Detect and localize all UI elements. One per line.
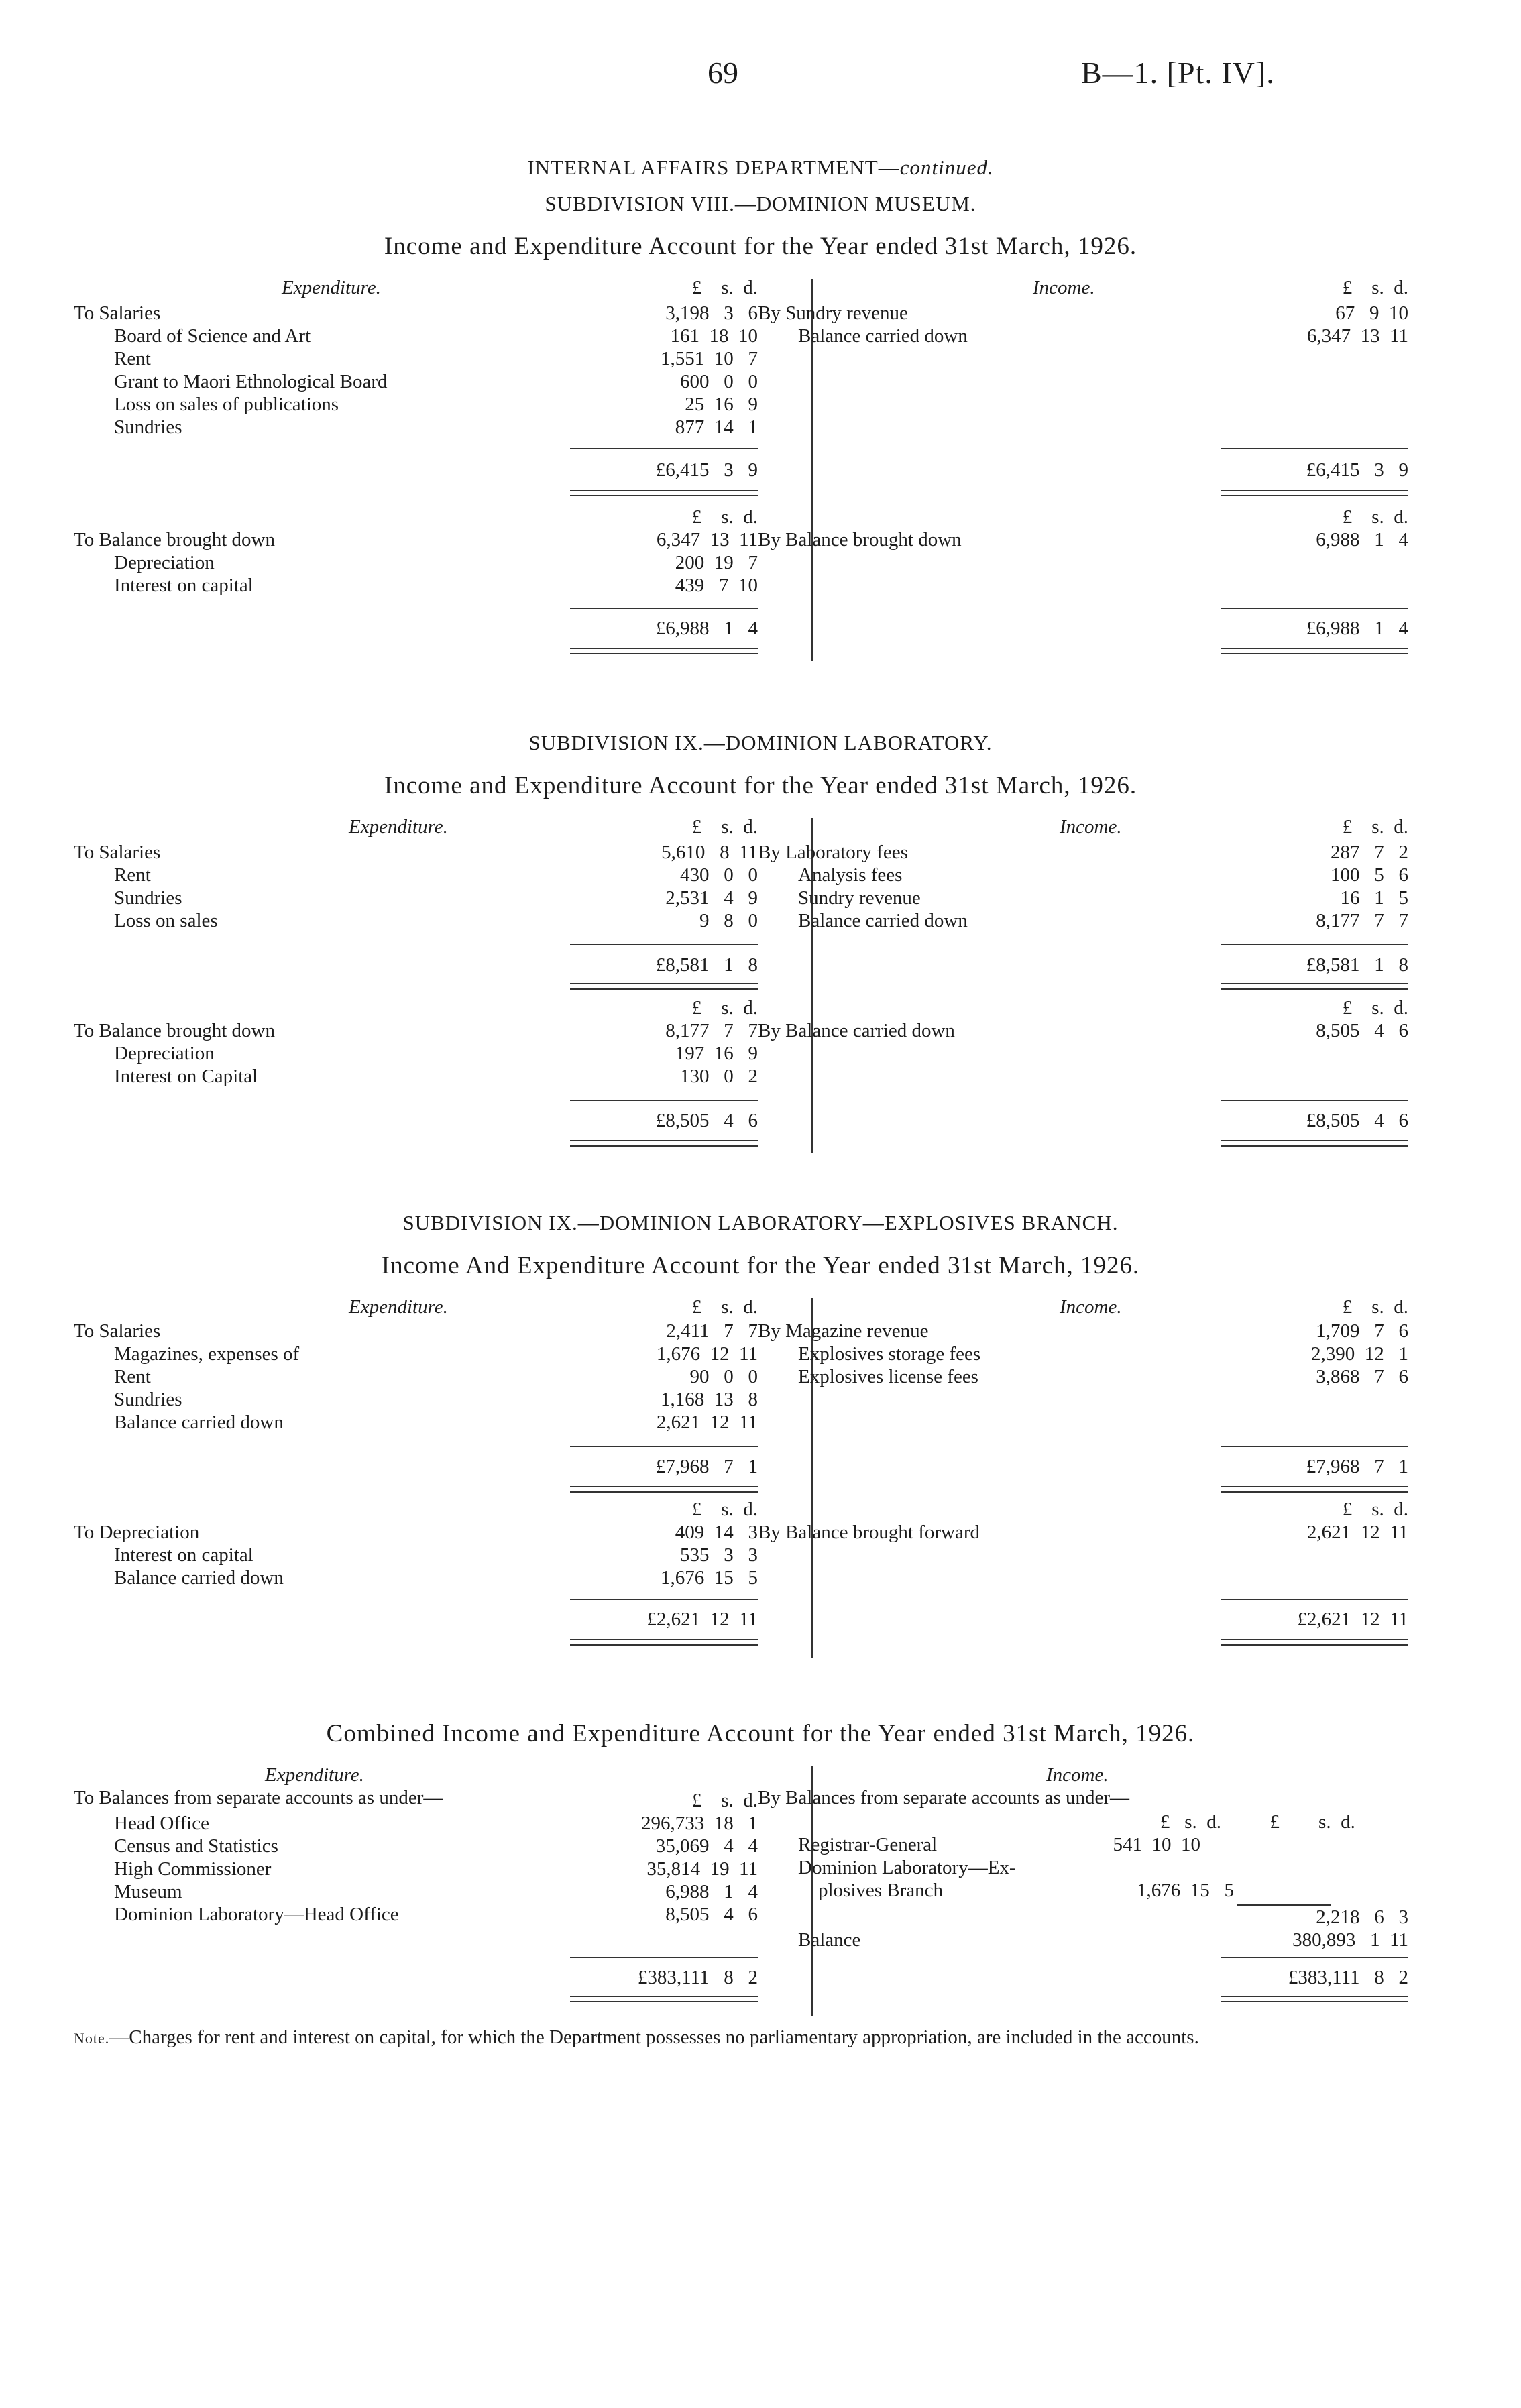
lsd-header: £ s. d. [691,1296,758,1318]
total-amount: £7,968 7 1 [1306,1456,1408,1477]
ledger-label: By Laboratory fees [758,842,908,863]
lsd-header: £ s. d. [691,506,758,528]
page-number: 69 [708,56,738,90]
lsd-header: £ s. d. [1342,997,1408,1019]
document-reference: B—1. [Pt. IV]. [1081,56,1275,90]
double-rule [1221,1486,1408,1493]
rule [1221,1446,1408,1447]
income-heading: Income. [1033,277,1095,298]
ledger-amount: 1,676 15 5 [1137,1880,1234,1901]
ledger-amount: 6,988 1 4 [665,1881,758,1902]
ledger-amount: 1,168 13 8 [661,1389,758,1410]
lsd-header: £ s. d. [691,997,758,1019]
ledger-label: Registrar-General [798,1834,938,1855]
ledger-amount: 8,177 7 7 [665,1020,758,1041]
ledger-amount: 35,814 19 11 [646,1858,758,1880]
total-amount: £383,111 8 2 [1288,1967,1408,1988]
ledger-amount: 409 14 3 [675,1522,758,1543]
ledger-label: Museum [114,1881,182,1902]
double-rule [1221,1996,1408,2002]
ledger-label: Sundries [114,1389,182,1410]
lsd-header: £ s. d. [1342,816,1408,838]
ledger-amount: 1,676 15 5 [661,1567,758,1589]
ledger-amount: 67 9 10 [1335,302,1408,324]
ledger-label: Sundries [114,416,182,438]
ledger-label: Interest on capital [114,1544,253,1566]
lsd-header: £ s. d. [1342,1296,1408,1318]
ledger-label: By Sundry revenue [758,302,908,324]
ledger-label: Balance carried down [798,325,968,347]
rule [570,944,758,945]
laboratory-subtitle: SUBDIVISION IX.—DOMINION LABORATORY. [528,731,993,754]
total-amount: £8,581 1 8 [655,954,758,976]
ledger-amount: 6,988 1 4 [1316,529,1408,551]
ledger-label: Balance carried down [114,1412,284,1433]
ledger-label: Loss on sales [114,910,218,931]
ledger-label: Dominion Laboratory—Ex- [798,1857,1016,1878]
expenditure-heading: Expenditure. [349,816,448,838]
ledger-label: To Balance brought down [74,1020,275,1041]
total-amount: £6,415 3 9 [1306,459,1408,481]
ledger-amount: 8,505 4 6 [1316,1020,1408,1041]
combined-title: Combined Income and Expenditure Account for the Year ended 31st March, 1926. [326,1720,1195,1747]
lsd-header: £ s. d. [691,277,758,298]
ledger-amount: 439 7 10 [675,575,758,596]
ledger-amount: 16 1 5 [1340,887,1408,909]
ledger-amount: 6,347 13 11 [1306,325,1408,347]
double-rule [1221,1140,1408,1147]
double-rule [570,1140,758,1147]
rule [1221,448,1408,449]
ledger-amount: 100 5 6 [1331,864,1408,886]
lsd-header: £ s. d. [691,1499,758,1520]
ledger-label: Depreciation [114,1043,215,1064]
double-rule [570,1639,758,1646]
ledger-label: By Balance carried down [758,1020,955,1041]
ledger-amount: 380,893 1 11 [1292,1929,1408,1951]
ledger-amount: 8,505 4 6 [665,1904,758,1925]
ledger-amount: 287 7 2 [1331,842,1408,863]
double-rule [1221,490,1408,496]
ledger-label: By Magazine revenue [758,1320,929,1342]
ledger-amount: 1,551 10 7 [661,348,758,369]
rule [1221,1957,1408,1958]
ledger-amount: 200 19 7 [675,552,758,573]
ledger-label: Dominion Laboratory—Head Office [114,1904,399,1925]
ledger-amount: 2,621 12 11 [656,1412,758,1433]
ledger-label: Sundry revenue [798,887,921,909]
combined-right-lsd-header: £ s. d. £ s. d. [1160,1811,1355,1833]
ledger-amount: 130 0 2 [680,1066,758,1087]
ledger-label: To Salaries [74,1320,161,1342]
combined-right-intro: By Balances from separate accounts as under— [758,1787,1130,1809]
ledger-label: Sundries [114,887,182,909]
ledger-amount: 1,709 7 6 [1316,1320,1408,1342]
total-amount: £8,505 4 6 [655,1110,758,1131]
total-amount: £6,988 1 4 [1306,618,1408,639]
rule [570,448,758,449]
ledger-label: Rent [114,864,151,886]
double-rule [570,1486,758,1493]
ledger-amount: 2,411 7 7 [666,1320,758,1342]
museum-title: Income and Expenditure Account for the Year ended 31st March, 1926. [384,233,1137,260]
ledger-amount: 197 16 9 [675,1043,758,1064]
combined-left-intro: To Balances from separate accounts as under— [74,1787,443,1809]
explosives-subtitle: SUBDIVISION IX.—DOMINION LABORATORY—EXPLOSIVES BRANCH. [402,1211,1119,1235]
ledger-amount: 9 8 0 [699,910,758,931]
double-rule [570,490,758,496]
ledger-label: By Balance brought forward [758,1522,980,1543]
ledger-label: Interest on Capital [114,1066,258,1087]
ledger-amount: 2,531 4 9 [665,887,758,909]
ledger-label: To Balance brought down [74,529,275,551]
total-amount: £7,968 7 1 [655,1456,758,1477]
ledger-label: Rent [114,348,151,369]
lsd-header: £ s. d. [691,816,758,838]
double-rule [1221,648,1408,654]
ledger-amount: 877 14 1 [675,416,758,438]
rule [570,608,758,609]
note-lead: Note. [74,2030,110,2047]
ledger-amount: 2,218 6 3 [1316,1906,1408,1928]
ledger-amount: 35,069 4 4 [655,1835,758,1857]
ledger-label: Magazines, expenses of [114,1343,300,1365]
rule [570,1100,758,1101]
total-amount: £8,505 4 6 [1306,1110,1408,1131]
double-rule [570,1996,758,2002]
ledger-label: Explosives license fees [798,1366,978,1387]
explosives-title: Income And Expenditure Account for the Year ended 31st March, 1926. [381,1252,1140,1279]
ledger-label: Balance carried down [798,910,968,931]
ledger-amount: 541 10 10 [1113,1834,1200,1855]
ledger-amount: 25 16 9 [685,394,758,415]
total-amount: £383,111 8 2 [637,1967,758,1988]
rule [1221,944,1408,945]
museum-subtitle: SUBDIVISION VIII.—DOMINION MUSEUM. [545,192,976,215]
ledger-label: plosives Branch [818,1880,944,1901]
ledger-label: Head Office [114,1813,209,1834]
rule [1221,1599,1408,1600]
income-heading: Income. [1060,816,1122,838]
ledger-amount: 2,390 12 1 [1311,1343,1408,1365]
income-heading: Income. [1046,1764,1109,1786]
double-rule [570,648,758,654]
ledger-label: Census and Statistics [114,1835,278,1857]
total-amount: £6,415 3 9 [655,459,758,481]
note-text: —Charges for rent and interest on capital, for which the Department possesses no parliamentary appropriation, are included in the accounts. [109,2026,1199,2048]
total-amount: £2,621 12 11 [646,1609,758,1630]
double-rule [1221,1639,1408,1646]
rule [570,1599,758,1600]
ledger-label: Rent [114,1366,151,1387]
ledger-amount: 161 18 10 [670,325,758,347]
ledger-label: High Commissioner [114,1858,272,1880]
ledger-label: Balance [798,1929,861,1951]
expenditure-heading: Expenditure. [282,277,381,298]
rule [1221,1100,1408,1101]
ledger-amount: 8,177 7 7 [1316,910,1408,931]
double-rule [570,983,758,990]
total-amount: £6,988 1 4 [655,618,758,639]
ledger-label: Interest on capital [114,575,253,596]
ledger-label: To Salaries [74,842,161,863]
total-amount: £2,621 12 11 [1297,1609,1408,1630]
total-amount: £8,581 1 8 [1306,954,1408,976]
ledger-label: Balance carried down [114,1567,284,1589]
ledger-amount: 3,868 7 6 [1316,1366,1408,1387]
department-continued: continued. [899,156,994,179]
ledger-label: By Balance brought down [758,529,962,551]
ledger-label: Explosives storage fees [798,1343,981,1365]
rule [570,1446,758,1447]
ledger-label: Loss on sales of publications [114,394,339,415]
department-heading [0,156,1521,180]
ledger-amount: 5,610 8 11 [661,842,758,863]
lsd-header: £ s. d. [1342,277,1408,298]
ledger-label: Depreciation [114,552,215,573]
rule [570,1957,758,1958]
ledger-amount: 600 0 0 [680,371,758,392]
ledger-amount: 2,621 12 11 [1306,1522,1408,1543]
rule [1221,608,1408,609]
ledger-amount: 90 0 0 [689,1366,758,1387]
double-rule [1221,983,1408,990]
expenditure-heading: Expenditure. [349,1296,448,1318]
ledger-label: Board of Science and Art [114,325,311,347]
ledger-amount: 535 3 3 [680,1544,758,1566]
ledger-amount: 1,676 12 11 [656,1343,758,1365]
income-heading: Income. [1060,1296,1122,1318]
lsd-header: £ s. d. [1342,506,1408,528]
expenditure-heading: Expenditure. [265,1764,364,1786]
ledger-label: To Salaries [74,302,161,324]
lsd-header: £ s. d. [1342,1499,1408,1520]
ledger-amount: 296,733 18 1 [641,1813,758,1834]
lsd-header: £ s. d. [691,1790,758,1811]
footnote [74,2025,1415,2051]
ledger-amount: 6,347 13 11 [656,529,758,551]
ledger-label: Analysis fees [798,864,903,886]
ledger-amount: 3,198 3 6 [665,302,758,324]
ledger-label: To Depreciation [74,1522,200,1543]
department-name: INTERNAL AFFAIRS DEPARTMENT— [527,156,900,179]
laboratory-title: Income and Expenditure Account for the Year ended 31st March, 1926. [384,772,1137,799]
ledger-label: Grant to Maori Ethnological Board [114,371,388,392]
ledger-amount: 430 0 0 [680,864,758,886]
